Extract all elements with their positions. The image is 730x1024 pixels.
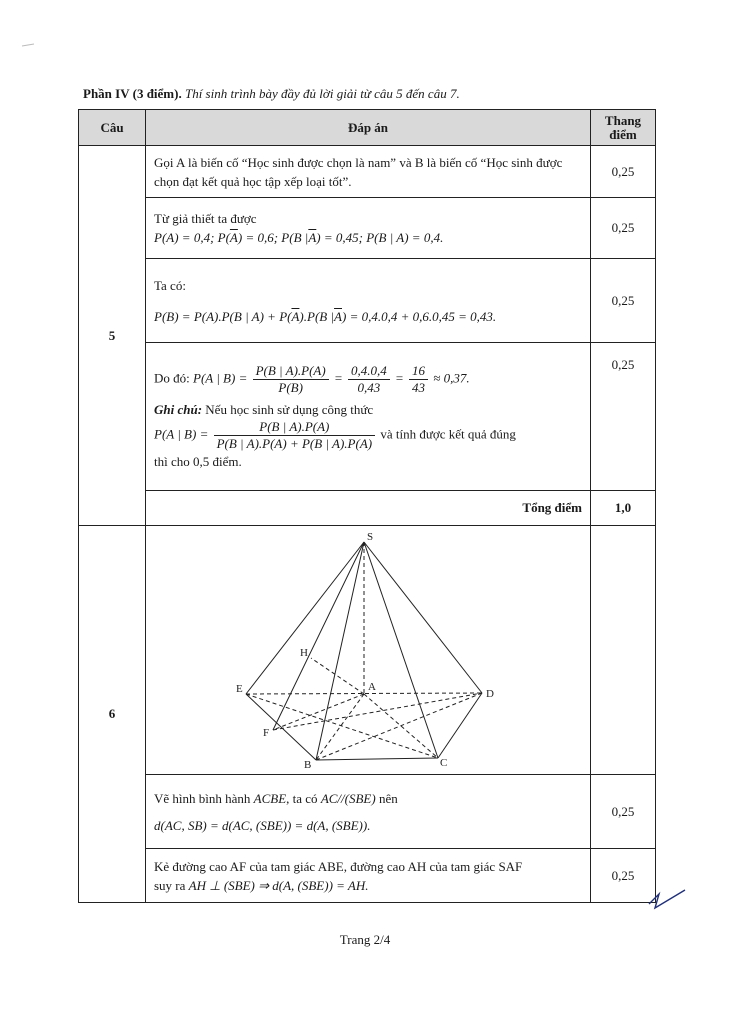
- label-E: E: [236, 683, 243, 695]
- label-H: H: [300, 647, 308, 659]
- q5-note-formula: [154, 419, 582, 452]
- q5-given-cell: [146, 198, 591, 259]
- page-number: Trang 2/4: [339, 932, 391, 947]
- q5-total-label: Tổng điểm: [146, 491, 591, 526]
- q6-score-2: 0,25: [591, 849, 656, 903]
- header-answer: Đáp án: [146, 110, 591, 146]
- q5-given-part-3: ) = 0,45; P(B | A) = 0,4.: [316, 230, 444, 245]
- edge-FD: [273, 693, 482, 730]
- label-D: D: [486, 688, 494, 700]
- q5-given-formula: [154, 228, 582, 247]
- q5-given-abar-1: $\overline{A}$: [229, 230, 238, 245]
- q5-note-frac: [214, 419, 376, 452]
- q5-bayes-lhs: P(A | B) =: [193, 369, 248, 385]
- q5-total-prob-cell: [146, 259, 591, 343]
- edge-BC: [316, 758, 438, 760]
- q5-row-3: [79, 259, 656, 343]
- q5-number: 5: [79, 146, 146, 526]
- q5-note-num: P(B | A).P(A): [214, 419, 376, 436]
- q5-total-value: 1,0: [591, 491, 656, 526]
- label-C: C: [440, 757, 448, 769]
- q5-note-tail: và tính được kết quả đúng: [380, 425, 516, 441]
- q6-altitude-line-1: Kẻ đường cao AF của tam giác ABE, đường cao AH của tam giác SAF: [154, 858, 523, 874]
- label-F: F: [263, 727, 270, 739]
- q5-note-line: [154, 400, 582, 419]
- q5-given-intro: Từ giả thiết ta được: [154, 211, 257, 226]
- q6-altitude-math: AH ⊥ (SBE) ⇒ d(A, (SBE)) = AH.: [188, 877, 369, 893]
- q5-score-2: 0,25: [591, 198, 656, 259]
- q6-figure-cell: [146, 526, 591, 775]
- q6-p1-math-2: AC//(SBE): [320, 790, 376, 806]
- header-score: Thang điểm: [591, 110, 656, 146]
- header-question: Câu: [79, 110, 146, 146]
- q5-row-1: [79, 146, 656, 198]
- header-row: [79, 110, 656, 146]
- q6-figure-score: [591, 526, 656, 775]
- q6-altitude-line-2: [154, 876, 582, 895]
- q5-tp-part-2: ).P(B |: [299, 308, 335, 324]
- q6-altitude-pre: suy ra: [154, 877, 186, 893]
- q5-score-4: 0,25: [591, 343, 656, 491]
- q5-total-prob-intro: Ta có:: [154, 277, 186, 293]
- pyramid-figure: [146, 526, 591, 770]
- answer-table: [78, 109, 656, 903]
- q5-given-abar-2: $\overline{A}$: [308, 230, 317, 245]
- q5-total-prob-formula: [154, 307, 582, 326]
- edge-SD: [364, 542, 482, 693]
- q5-bayes-frac-3: [409, 363, 428, 396]
- q5-note-end: thì cho 0,5 điểm.: [154, 453, 242, 469]
- q5-note-text: Nếu học sinh sử dụng công thức: [205, 401, 374, 417]
- q6-parallelogram-cell: [146, 775, 591, 849]
- q5-tp-abar-1: $\overline{A}$: [291, 308, 300, 324]
- section-part: Phần IV (3 điểm).: [83, 86, 182, 101]
- edge-SE: [246, 542, 364, 694]
- q6-parallelogram-line-1: [154, 789, 582, 808]
- q6-p1-part-3: nên: [378, 790, 398, 806]
- edge-SF: [273, 542, 364, 730]
- q5-score-1: 0,25: [591, 146, 656, 198]
- q5-bayes-den-2: 0,43: [357, 379, 381, 395]
- q5-bayes-result: ≈ 0,37.: [433, 369, 470, 385]
- q5-bayes-cell: [146, 343, 591, 491]
- q5-bayes-lead: Do đó:: [154, 369, 190, 385]
- q5-bayes-den-3: 43: [412, 379, 426, 395]
- edge-EB: [246, 694, 316, 760]
- label-B: B: [304, 759, 312, 770]
- q5-row-2: [79, 198, 656, 259]
- q6-row-2: [79, 849, 656, 903]
- q5-bayes-num-1: P(B | A).P(A): [253, 363, 329, 380]
- section-heading: [83, 86, 460, 102]
- label-S: S: [367, 531, 374, 543]
- q6-row-1: [79, 775, 656, 849]
- edge-CD: [438, 693, 482, 758]
- q5-bayes-num-2: 0,4.0,4: [348, 363, 390, 380]
- q5-tp-part-1: P(B) = P(A).P(B | A) + P(: [154, 308, 292, 324]
- q6-p1-part-1: Vẽ hình bình hành: [154, 790, 251, 806]
- scan-speck: [20, 40, 60, 50]
- q5-bayes-den-1: P(B): [278, 379, 303, 395]
- q6-altitude-cell: [146, 849, 591, 903]
- q6-score-1: 0,25: [591, 775, 656, 849]
- q6-distance-equation: d(AC, SB) = d(AC, (SBE)) = d(A, (SBE)).: [154, 817, 371, 833]
- q5-given-part-1: P(A) = 0,4; P(: [154, 230, 230, 245]
- q5-bayes-num-3: 16: [409, 363, 428, 380]
- q5-bayes-line: Do đó: P(A | B) = $\frac{P(B | A).P(A)}{P(B)}$ = $\frac{0,4.0,4}{0,43}$ = $\frac{16}{43}$ ≈ 0,37.: [154, 362, 470, 395]
- section-instruction: Thí sinh trình bày đầy đủ lời giải từ câu 5 đến câu 7.: [184, 86, 460, 101]
- q5-bayes-frac-1: [253, 363, 329, 396]
- q5-total-row: [79, 491, 656, 526]
- q6-p1-part-2: , ta có: [286, 790, 318, 806]
- label-A: A: [368, 681, 376, 693]
- q5-note-lhs: P(A | B) =: [154, 425, 209, 441]
- q6-p1-math-1: ACBE: [253, 790, 287, 806]
- q5-score-3: 0,25: [591, 259, 656, 343]
- q5-bayes-frac-2: [348, 363, 390, 396]
- q5-note-label: Ghi chú:: [154, 401, 203, 417]
- q5-note-den: P(B | A).P(A) + P(B | A).P(A): [216, 435, 373, 451]
- q6-row-figure: [79, 526, 656, 775]
- edge-SB: [316, 542, 364, 760]
- q5-tp-part-3: ) = 0,4.0,4 + 0,6.0,45 = 0,43.: [342, 308, 497, 324]
- q5-given-part-2: ) = 0,6; P(B |: [237, 230, 309, 245]
- grader-check-mark: [645, 882, 695, 912]
- q6-number: 6: [79, 526, 146, 903]
- q5-row-4: [79, 343, 656, 491]
- q5-tp-abar-2: $\overline{A}$: [334, 308, 342, 324]
- q5-event-definition: Gọi A là biến cố “Học sinh được chọn là nam” và B là biến cố “Học sinh được chọn đạt kết quả học tập xếp loại tốt”.: [146, 146, 591, 198]
